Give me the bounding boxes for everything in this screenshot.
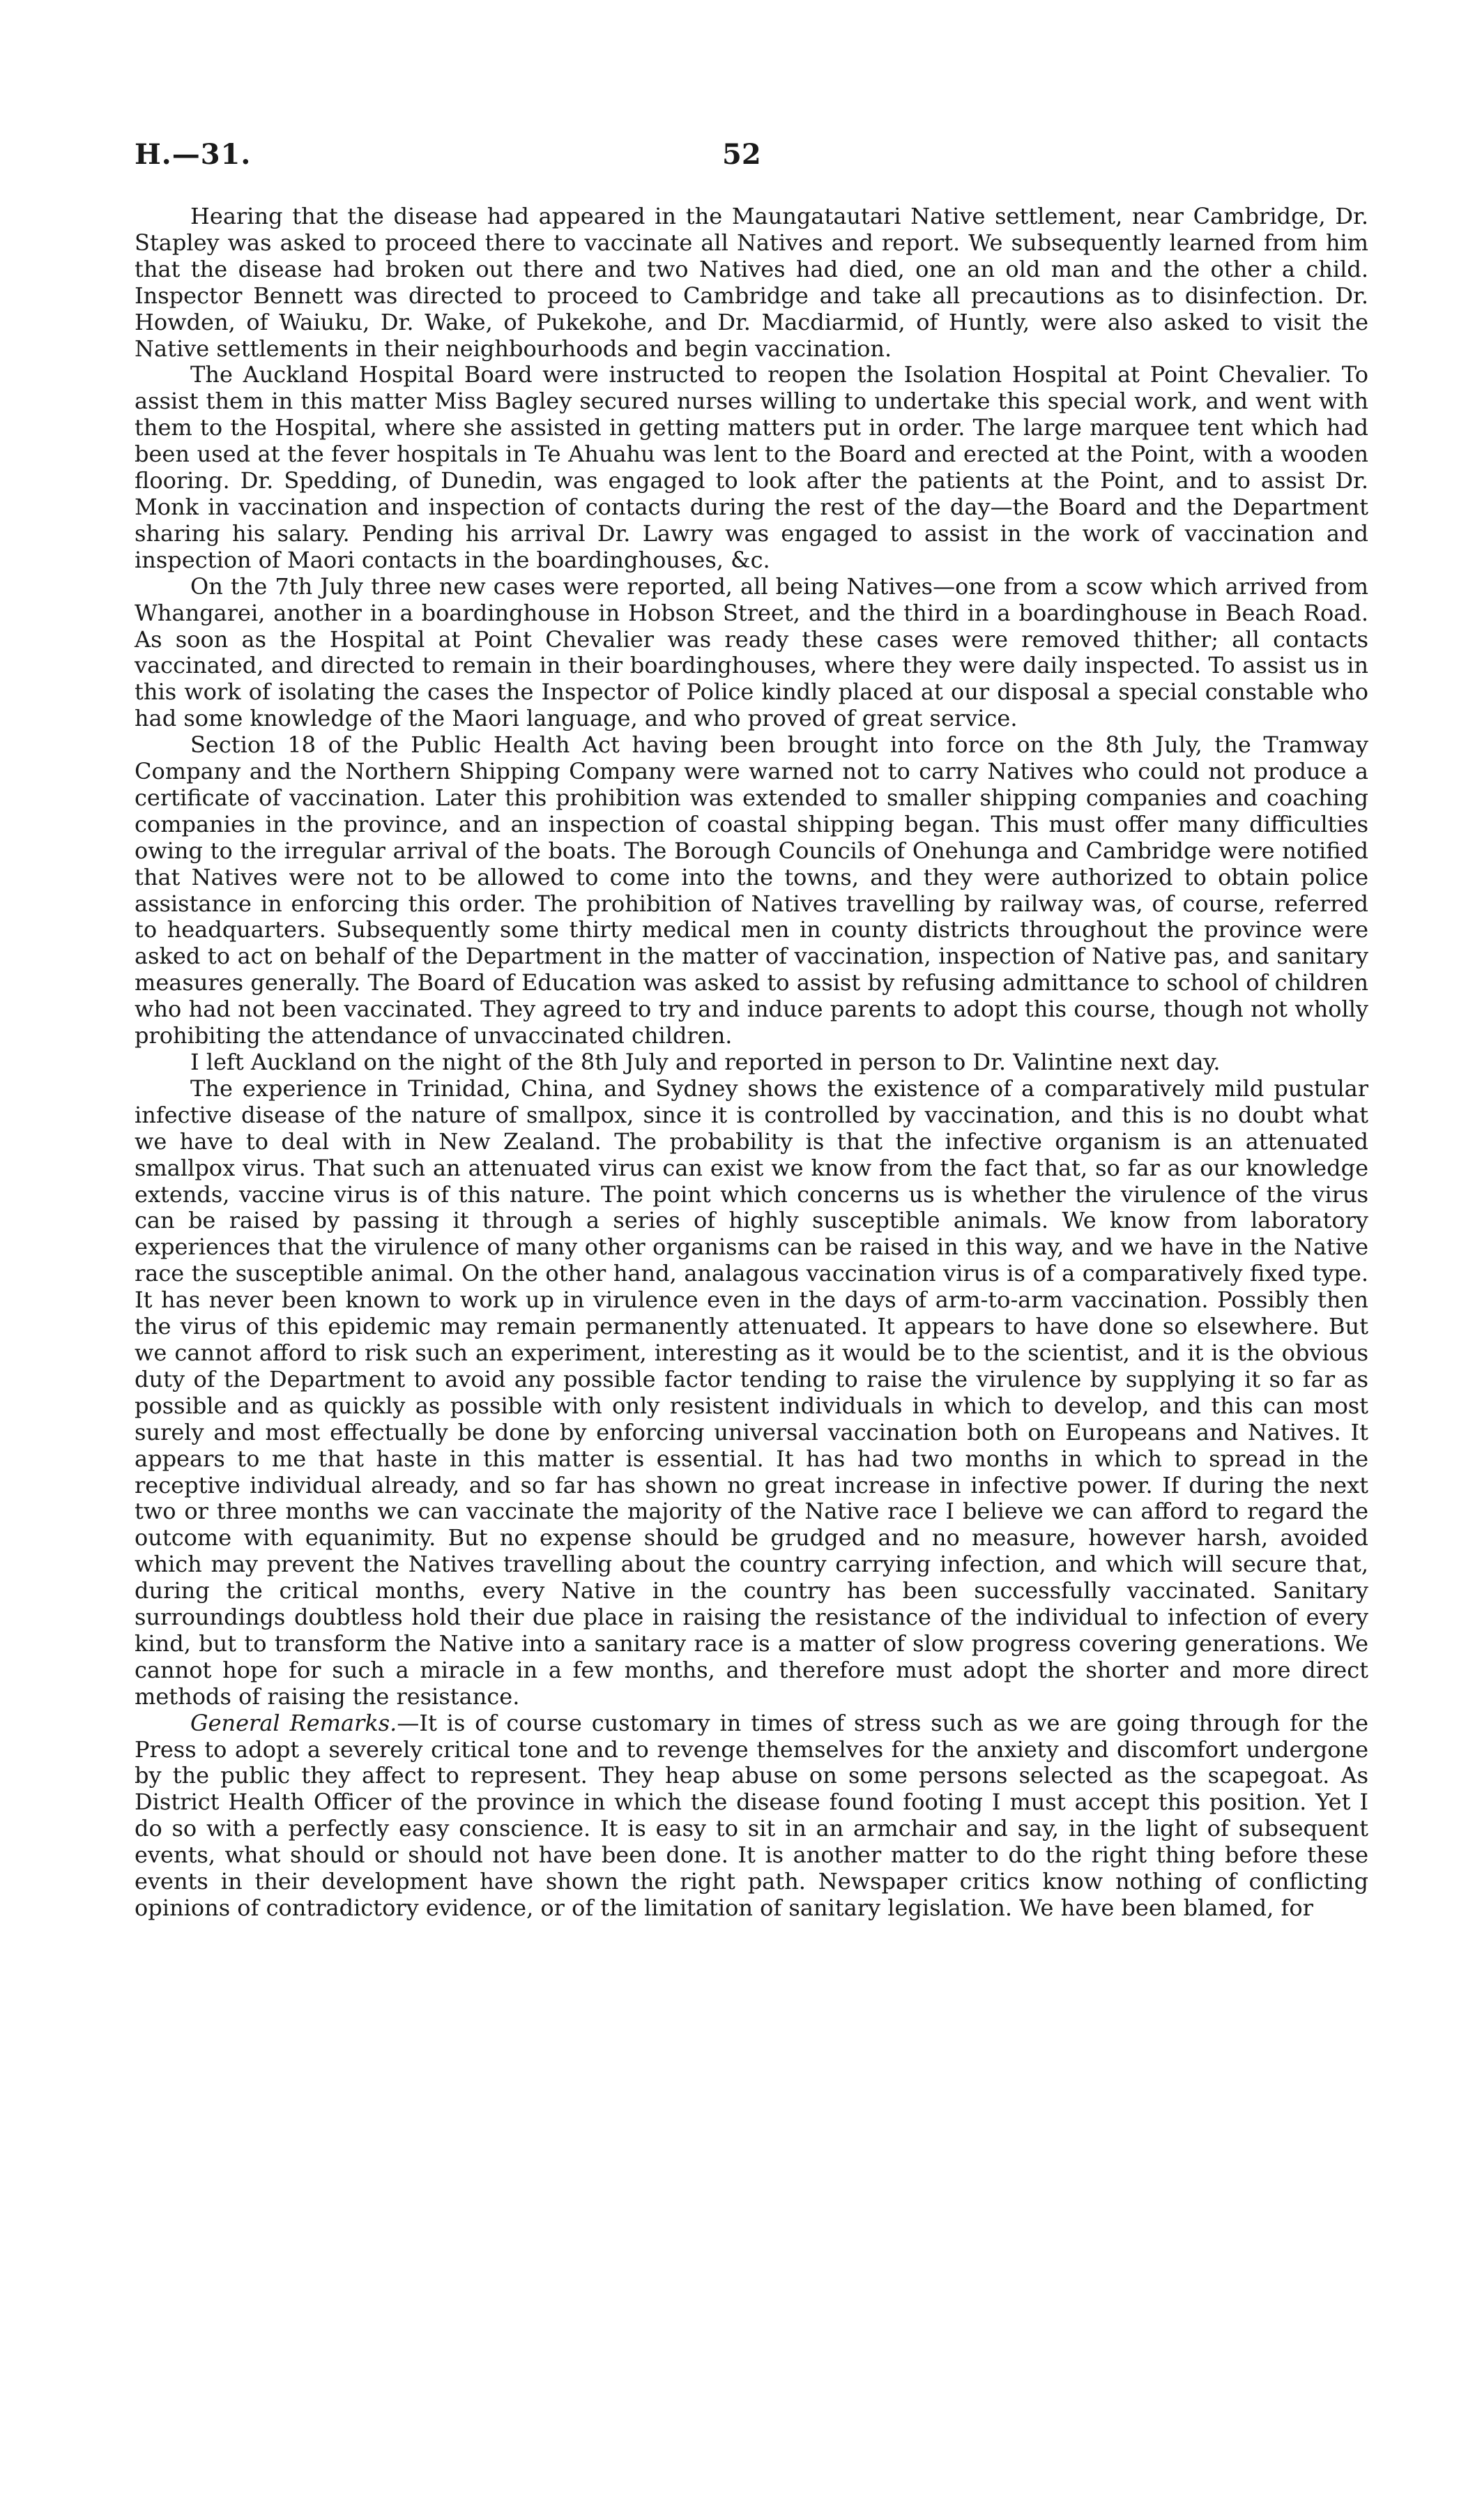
page-number: 52 <box>722 138 761 171</box>
general-remarks-text: —It is of course customary in times of stress such as we are going through for the Press to adopt a severely critical tone and to revenge themselves for the anxiety and discomfort undergone by the public they affect to represent. They heap abuse on some persons selected as the scapegoat. As District Health Officer of the province in which the disease found footing I must accept this position. Yet I do so with a perfectly easy conscience. It is easy to sit in an armchair and say, in the light of subsequent events, what should or should not have been done. It is another matter to do the right thing before these events in their development have shown the right path. Newspaper critics know nothing of conflicting opinions of contradictory evidence, or of the limitation of sanitary legislation. We have been blamed, for <box>135 1709 1369 1921</box>
paragraph-left-auckland: I left Auckland on the night of the 8th July and reported in person to Dr. Valintine next day. <box>190 1049 1221 1075</box>
paragraph-public-health-act: Section 18 of the Public Health Act having been brought into force on the 8th July, the Tramway Company and the Northern Shipping Company were warned not to carry Natives who could not produce a certificate of vaccination. Later this prohibition was extended to smaller shipping companies and coaching companies in the province, and an inspection of coastal shipping began. This must offer many difficulties owing to the irregular arrival of the boats. The Borough Councils of Onehunga and Cambridge were notified that Natives were not to be allowed to come into the towns, and they were authorized to obtain police assistance in enforcing this order. The prohibition of Natives travelling by railway was, of course, referred to headquarters. Subsequently some thirty medical men in county districts throughout the province were asked to act on behalf of the Department in the matter of vaccination, inspection of Native pas, and sanitary measures generally. The Board of Education was asked to assist by refusing admittance to school of children who had not been vaccinated. They agreed to try and induce parents to adopt this course, though not wholly prohibiting the attendance of unvaccinated children. <box>135 731 1368 1049</box>
document-reference: H.—31. <box>135 138 252 171</box>
paragraph-new-cases: On the 7th July three new cases were reported, all being Natives—one from a scow which arrived from Whangarei, another in a boardinghouse in Hobson Street, and the third in a boardinghouse in Beach Road. As soon as the Hospital at Point Chevalier was ready these cases were removed thither; all contacts vaccinated, and directed to remain in their boardinghouses, where they were daily inspected. To assist us in this work of isolating the cases the Inspector of Police kindly placed at our disposal a special constable who had some knowledge of the Maori language, and who proved of great service. <box>135 572 1368 732</box>
general-remarks-heading: General Remarks. <box>190 1709 397 1736</box>
paragraph-hospital-board: The Auckland Hospital Board were instructed to reopen the Isolation Hospital at Point Chevalier. To assist them in this matter Miss Bagley secured nurses willing to undertake this special work, and went with them to the Hospital, where she assisted in getting matters put in order. The large marquee tent which had been used at the fever hospitals in Te Ahuahu was lent to the Board and erected at the Point, with a wooden flooring. Dr. Spedding, of Dunedin, was engaged to look after the patients at the Point, and to assist Dr. Monk in vaccination and inspection of contacts during the rest of the day—the Board and the Department sharing his salary. Pending his arrival Dr. Lawry was engaged to assist in the work of vaccination and inspection of Maori contacts in the boardinghouses, &c. <box>135 361 1368 573</box>
paragraph-maungatautari: Hearing that the disease had appeared in the Maungatautari Native settlement, near Cambridge, Dr. Stapley was asked to proceed there to vaccinate all Natives and report. We subsequently learned from him that the disease had broken out there and two Natives had died, one an old man and the other a child. Inspector Bennett was directed to proceed to Cambridge and take all precautions as to disinfection. Dr. Howden, of Waiuku, Dr. Wake, of Pukekohe, and Dr. Macdiarmid, of Huntly, were also asked to visit the Native settlements in their neighbourhoods and begin vaccination. <box>135 203 1368 362</box>
paragraph-general-remarks <box>135 1710 1368 1922</box>
body-text <box>135 204 1368 1922</box>
paragraph-experience: The experience in Trinidad, China, and Sydney shows the existence of a comparatively mild pustular infective disease of the nature of smallpox, since it is controlled by vaccination, and this is no doubt what we have to deal with in New Zealand. The probability is that the infective organism is an attenuated smallpox virus. That such an attenuated virus can exist we know from the fact that, so far as our knowledge extends, vaccine virus is of this nature. The point which concerns us is whether the virulence of the virus can be raised by passing it through a series of highly susceptible animals. We know from laboratory experiences that the virulence of many other organisms can be raised in this way, and we have in the Native race the susceptible animal. On the other hand, analagous vaccination virus is of a comparatively fixed type. It has never been known to work up in virulence even in the days of arm-to-arm vaccination. Possibly then the virus of this epidemic may remain permanently attenuated. It appears to have done so elsewhere. But we cannot afford to risk such an experiment, interesting as it would be to the scientist, and it is the obvious duty of the Department to avoid any possible factor tending to raise the virulence by supplying it so far as possible and as quickly as possible with only resistent individuals in which to develop, and this can most surely and most effectually be done by enforcing universal vaccination both on Europeans and Natives. It appears to me that haste in this matter is essential. It has had two months in which to spread in the receptive individual already, and so far has shown no great increase in infective power. If during the next two or three months we can vaccinate the majority of the Native race I believe we can afford to regard the outcome with equanimity. But no expense should be grudged and no measure, however harsh, avoided which may prevent the Natives travelling about the country carrying infection, and which will secure that, during the critical months, every Native in the country has been successfully vaccinated. Sanitary surroundings doubtless hold their due place in raising the resistance of the individual to infection of every kind, but to transform the Native into a sanitary race is a matter of slow progress covering generations. We cannot hope for such a miracle in a few months, and therefore must adopt the shorter and more direct methods of raising the resistance. <box>135 1075 1368 1710</box>
page-header <box>135 138 1368 180</box>
